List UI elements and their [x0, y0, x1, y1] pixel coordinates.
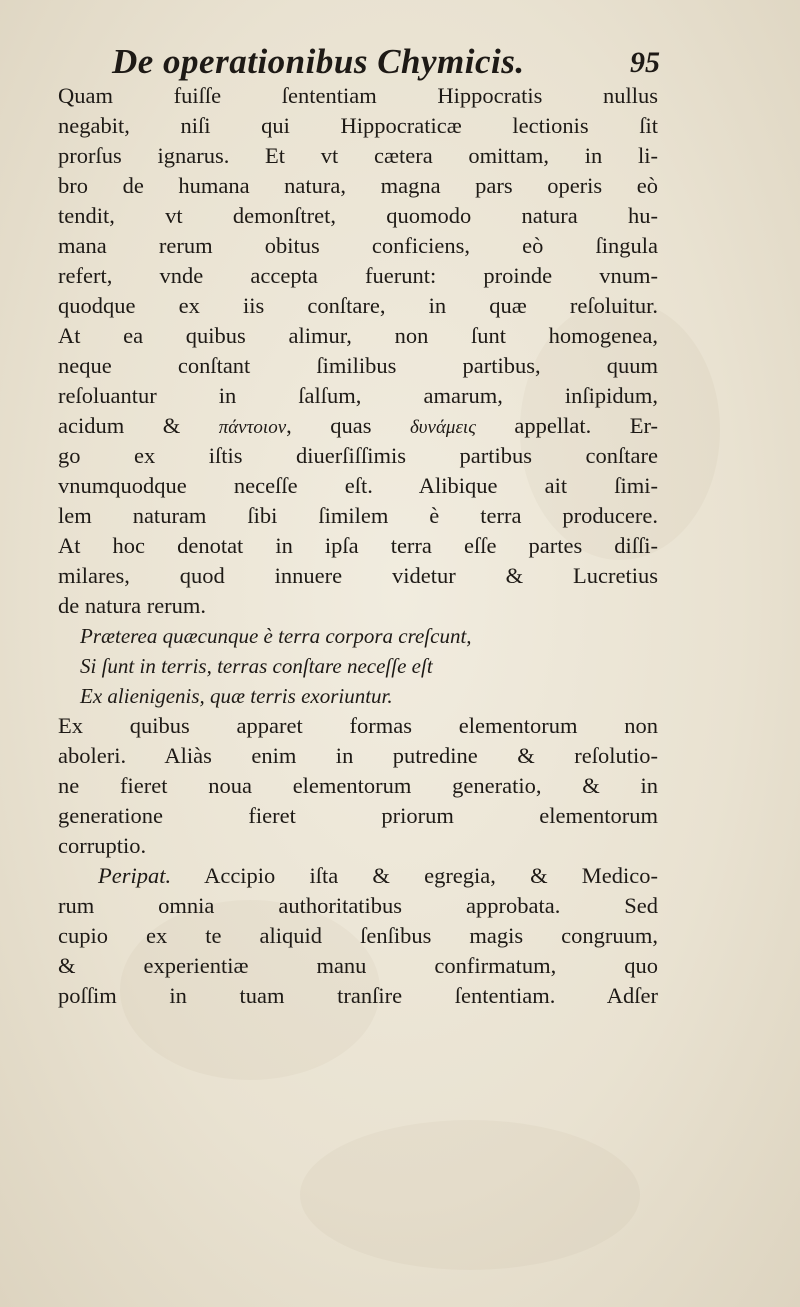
text-line: vnumquodque neceſſe eſt. Alibique ait ſimi- — [58, 473, 658, 498]
text-fragment: acidum & — [58, 413, 181, 438]
text-line: reſoluantur in ſalſum, amarum, inſipidum, — [58, 383, 658, 408]
text-line: poſſim in tuam tranſire ſententiam. Adſer — [58, 983, 658, 1008]
greek-word: δυνάμεις — [409, 417, 476, 438]
verse-line: Ex alienigenis, quæ terris exoriuntur. — [80, 684, 393, 708]
page-number: 95 — [630, 46, 660, 79]
text-line: rum omnia authoritatibus approbata. Sed — [58, 893, 658, 918]
text-line: Quam fuiſſe ſententiam Hippocratis nullus — [58, 83, 658, 108]
paper-stain — [300, 1120, 640, 1270]
text-line: mana rerum obitus conficiens, eò ſingula — [58, 233, 658, 258]
text-line: At ea quibus alimur, non ſunt homogenea, — [58, 323, 658, 348]
text-line: ne fieret noua elementorum generatio, & in — [58, 773, 658, 798]
text-line-speaker — [58, 861, 658, 891]
text-line: lem naturam ſibi ſimilem è terra producere. — [58, 503, 658, 528]
text-line: generatione fieret priorum elementorum — [58, 803, 658, 828]
text-fragment: Accipio iſta & egregia, & Medico- — [204, 863, 658, 888]
text-line: bro de humana natura, magna pars operis eò — [58, 173, 658, 198]
verse-line: Si ſunt in terris, terras conſtare neceſſe eſt — [80, 654, 433, 678]
text-line: prorſus ignarus. Et vt cætera omittam, in li- — [58, 143, 658, 168]
text-line: quodque ex iis conſtare, in quæ reſoluitur. — [58, 293, 658, 318]
text-line: corruptio. — [58, 833, 147, 858]
text-line: go ex iſtis diuerſiſſimis partibus conſtare — [58, 443, 658, 468]
text-line: milares, quod innuere videtur & Lucretius — [58, 563, 658, 588]
text-fragment: , quas — [286, 413, 372, 438]
text-line: & experientiæ manu confirmatum, quo — [58, 953, 658, 978]
body-text — [58, 81, 658, 1011]
text-line: At hoc denotat in ipſa terra eſſe partes diſſi- — [58, 533, 658, 558]
greek-word: πάντοιον — [218, 417, 287, 438]
speaker-label: Peripat. — [98, 863, 172, 888]
text-line: Ex quibus apparet formas elementorum non — [58, 713, 658, 738]
text-line: aboleri. Aliàs enim in putredine & reſolutio- — [58, 743, 658, 768]
text-line: refert, vnde accepta fuerunt: proinde vnum- — [58, 263, 658, 288]
verse-line: Præterea quæcunque è terra corpora creſcunt, — [80, 624, 472, 648]
text-fragment: appellat. Er- — [514, 413, 659, 438]
text-line: neque conſtant ſimilibus partibus, quum — [58, 353, 658, 378]
text-line-greek — [58, 411, 658, 441]
text-line: tendit, vt demonſtret, quomodo natura hu- — [58, 203, 658, 228]
text-line: negabit, niſi qui Hippocraticæ lectionis ſit — [58, 113, 658, 138]
text-line: cupio ex te aliquid ſenſibus magis congruum, — [58, 923, 658, 948]
text-line: de natura rerum. — [58, 593, 207, 618]
running-title: De operationibus Chymicis. — [112, 42, 525, 81]
